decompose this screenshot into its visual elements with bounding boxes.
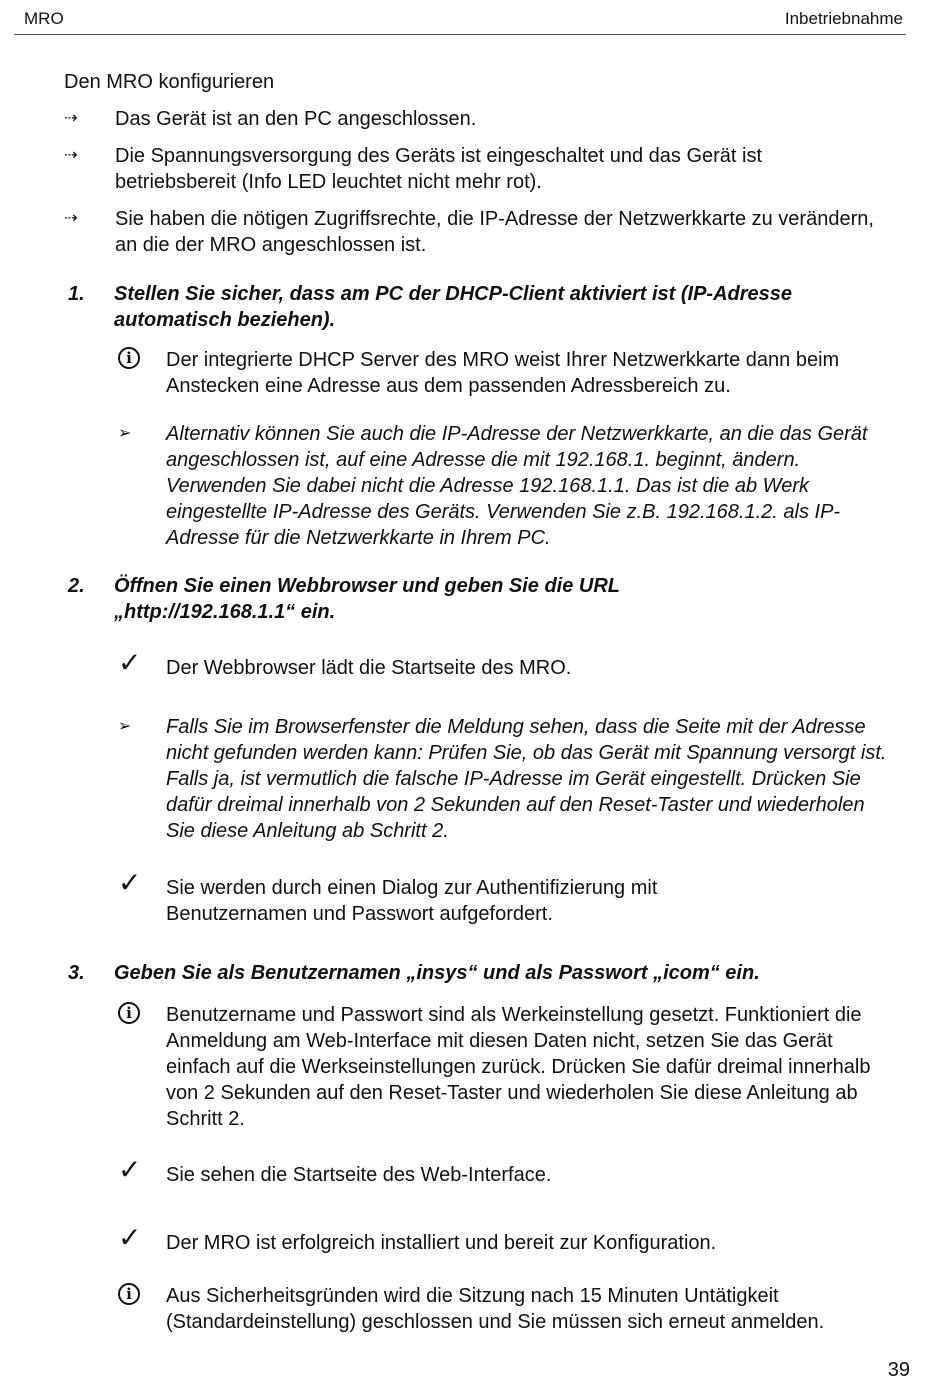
arrow-right-icon: ➢ [118, 425, 132, 442]
header-right: Inbetriebnahme [784, 9, 903, 28]
step-number: 3. [68, 962, 85, 984]
step-instruction: Öffnen Sie einen Webbrowser und geben Sie die URL „http://192.168.1.1“ ein. [114, 575, 620, 623]
step-number: 1. [68, 283, 85, 305]
checkmark-icon: ✓ [118, 646, 142, 679]
page-header [14, 8, 906, 35]
precondition-text: Sie haben die nötigen Zugriffsrechte, die IP-Adresse der Netzwerkkarte zu verändern, an die der MRO angeschlossen ist. [115, 208, 874, 256]
note-text: Der integrierte DHCP Server des MRO weist Ihrer Netzwerkkarte dann beim Anstecken eine Adresse aus dem passenden Adressbereich zu. [166, 349, 840, 397]
arrow-right-icon: ➢ [118, 718, 132, 735]
section-title: Den MRO konfigurieren [64, 71, 275, 93]
checkmark-icon: ✓ [118, 1153, 142, 1186]
precondition-text: Das Gerät ist an den PC angeschlossen. [115, 108, 477, 130]
step-number: 2. [68, 575, 85, 597]
note-text: Aus Sicherheitsgründen wird die Sitzung nach 15 Minuten Untätigkeit (Standardeinstellung) geschlossen und Sie müssen sich erneut anmelden. [166, 1285, 825, 1333]
note-text: Falls Sie im Browserfenster die Meldung sehen, dass die Seite mit der Adresse nicht gefunden werden kann: Prüfen Sie, ob das Gerät mit Spannung versorgt ist. Falls ja, ist vermutlich die falsche IP-Adresse im Gerät eingestellt. Drücken Sie dafür dreimal innerhalb von 2 Sekunden auf den Reset-Taster und wiederholen Sie diese Anleitung ab Schritt 2. [166, 716, 887, 842]
checkmark-icon: ✓ [118, 1221, 142, 1254]
precondition-text: Die Spannungsversorgung des Geräts ist eingeschaltet und das Gerät ist betriebsbereit (Info LED leuchtet nicht mehr rot). [115, 145, 763, 193]
note-text: Der Webbrowser lädt die Startseite des MRO. [166, 657, 572, 679]
page-number: 39 [887, 1359, 910, 1381]
precondition-arrow-icon: ⇢ [64, 147, 78, 164]
precondition-arrow-icon: ⇢ [64, 110, 78, 127]
note-text: Alternativ können Sie auch die IP-Adresse der Netzwerkkarte, an die das Gerät angeschlossen ist, auf eine Adresse die mit 192.168.1. beginnt, ändern. Verwenden Sie dabei nicht die Adresse 192.168.1.1. Das ist die ab Werk eingestellte IP-Adresse des Geräts. Verwenden Sie z.B. 192.168.1.2. als IP-Adresse für die Netzwerkkarte in Ihrem PC. [166, 423, 868, 549]
checkmark-icon: ✓ [118, 866, 142, 899]
note-text: Sie werden durch einen Dialog zur Authentifizierung mit Benutzernamen und Passwort aufgefordert. [166, 877, 658, 925]
info-icon: i [118, 1002, 144, 1028]
info-icon: i [118, 1283, 144, 1309]
header-left: MRO [24, 9, 64, 28]
step-instruction: Geben Sie als Benutzernamen „insys“ und als Passwort „icom“ ein. [114, 962, 760, 984]
info-icon: i [118, 347, 144, 373]
note-text: Sie sehen die Startseite des Web-Interface. [166, 1164, 552, 1186]
step-instruction: Stellen Sie sicher, dass am PC der DHCP-Client aktiviert ist (IP-Adresse automatisch beziehen). [114, 283, 793, 331]
note-text: Der MRO ist erfolgreich installiert und bereit zur Konfiguration. [166, 1232, 717, 1254]
precondition-arrow-icon: ⇢ [64, 210, 78, 227]
note-text: Benutzername und Passwort sind als Werkeinstellung gesetzt. Funktioniert die Anmeldung am Web-Interface mit diesen Daten nicht, setzen Sie das Gerät einfach auf die Werkseinstellungen zurück. Drücken Sie dafür dreimal innerhalb von 2 Sekunden auf den Reset-Taster und wiederholen Sie diese Anleitung ab Schritt 2. [166, 1004, 871, 1130]
